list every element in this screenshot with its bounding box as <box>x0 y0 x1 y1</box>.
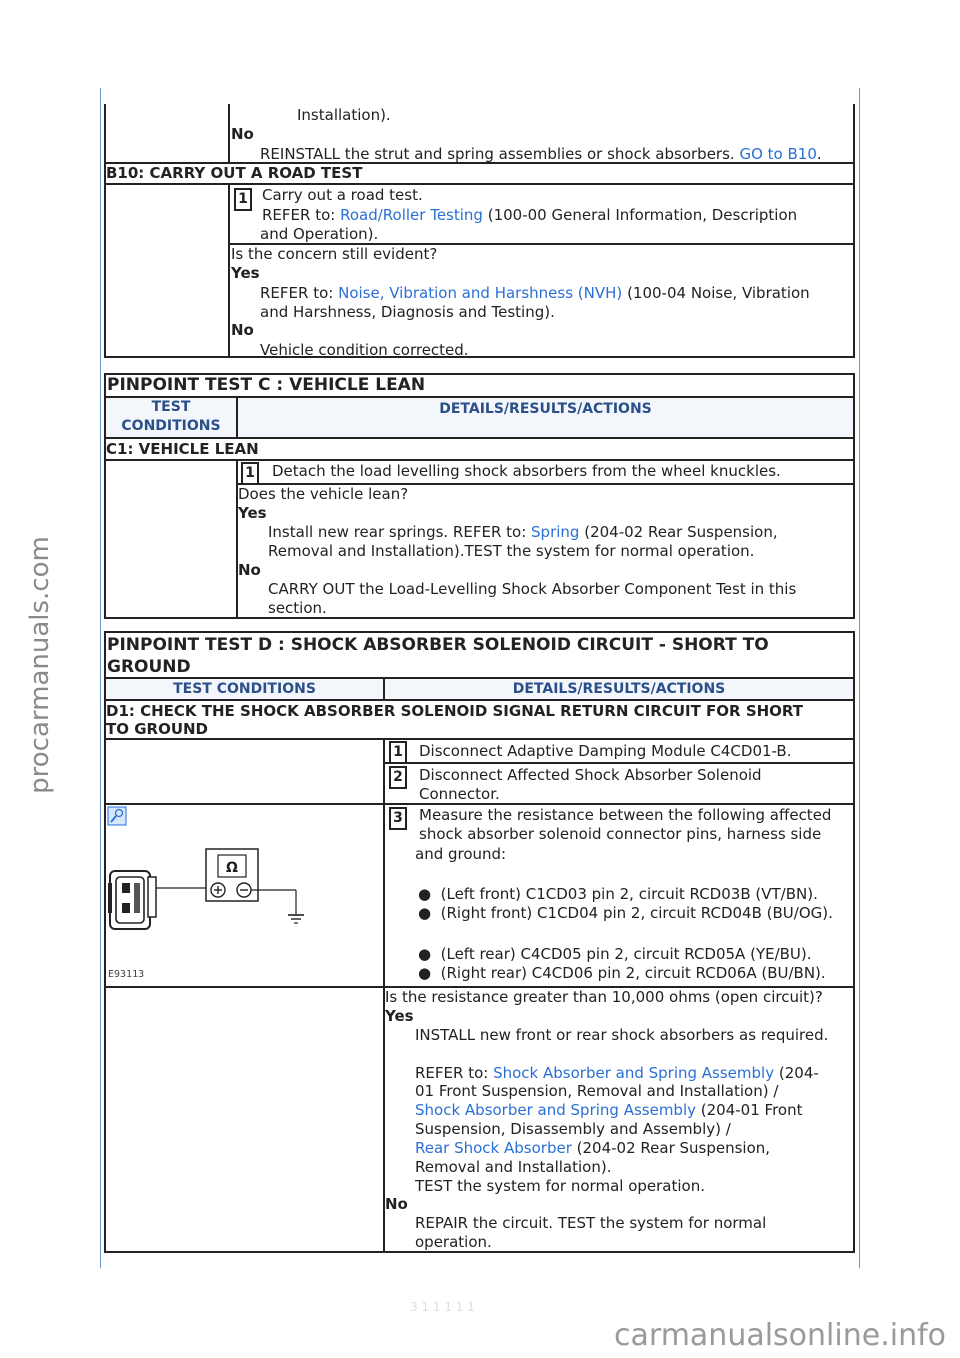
d1-question: Is the resistance greater than 10,000 ohms (open circuit)? <box>385 988 823 1006</box>
installation-text: Installation). <box>297 106 391 124</box>
b10-yes-refer <box>260 284 810 304</box>
refer-label: REFER to: <box>260 284 334 302</box>
d1-refer-line-d: Suspension, Disassembly and Assembly) / <box>415 1120 731 1138</box>
c1-step1-text: Detach the load levelling shock absorbers from the wheel knuckles. <box>272 462 781 480</box>
d1-step2-line1: Disconnect Affected Shock Absorber Solenoid <box>419 766 762 784</box>
d1-step2-line2: Connector. <box>419 785 500 803</box>
column-divider <box>228 183 230 357</box>
rear-shock-absorber-link[interactable]: Rear Shock Absorber <box>415 1139 572 1157</box>
d1-yes-line1: INSTALL new front or rear shock absorbers as required. <box>415 1026 829 1044</box>
b10-yes-line2: and Harshness, Diagnosis and Testing). <box>260 303 555 321</box>
d1-step3-line3: and ground: <box>415 845 507 863</box>
b10-title: B10: CARRY OUT A ROAD TEST <box>106 164 363 182</box>
figure-id: E93113 <box>108 969 145 980</box>
d1-step3-line1: Measure the resistance between the following affected <box>419 806 832 824</box>
d1-no-line1: REPAIR the circuit. TEST the system for normal <box>415 1214 767 1232</box>
side-watermark: procarmanuals.com <box>25 536 55 794</box>
b10-step1-line3: and Operation). <box>260 225 379 243</box>
header-line: CONDITIONS <box>121 418 221 434</box>
d1-title-line: TO GROUND <box>106 720 209 738</box>
no-result <box>260 145 822 165</box>
test-conditions-header <box>106 398 236 437</box>
details-header: DETAILS/RESULTS/ACTIONS <box>238 398 853 437</box>
step-number: 1 <box>389 741 407 764</box>
test-c-title: PINPOINT TEST C : VEHICLE LEAN <box>107 375 426 395</box>
bullet-dot: ● <box>418 945 441 963</box>
refer-label: REFER to: <box>262 206 336 224</box>
row-rule <box>104 459 855 461</box>
step-number: 2 <box>389 766 407 789</box>
d1-no-line2: operation. <box>415 1233 492 1251</box>
header-line: TEST <box>151 399 191 415</box>
d1-refer-line-b: 01 Front Suspension, Removal and Installation) / <box>415 1082 779 1100</box>
table-border-left <box>104 104 106 358</box>
b10-step1-line1: Carry out a road test. <box>262 186 423 204</box>
c1-no-line2: section. <box>268 599 327 617</box>
d1-step3-line2: shock absorber solenoid connector pins, harness side <box>419 825 822 843</box>
bullet-item <box>418 885 818 905</box>
d1-refer-line-c <box>415 1101 802 1121</box>
refer-rest: (204-01 Front <box>700 1101 803 1119</box>
details-header: DETAILS/RESULTS/ACTIONS <box>385 679 853 699</box>
b10-no-text: Vehicle condition corrected. <box>260 341 469 359</box>
bullet-dot: ● <box>418 904 441 922</box>
yes-text: Install new rear springs. REFER to: <box>268 523 527 541</box>
yes-text-rest: (204-02 Rear Suspension, <box>584 523 778 541</box>
c1-yes-line1 <box>268 523 778 543</box>
yes-label: Yes <box>238 504 267 522</box>
no-label: No <box>385 1195 408 1213</box>
row-rule <box>104 699 855 701</box>
d1-step1-text: Disconnect Adaptive Damping Module C4CD01-B. <box>419 742 792 760</box>
step-number: 1 <box>234 188 252 211</box>
c1-title: C1: VEHICLE LEAN <box>106 440 259 458</box>
d1-title-line: D1: CHECK THE SHOCK ABSORBER SOLENOID SIGNAL RETURN CIRCUIT FOR SHORT <box>106 702 804 720</box>
no-result-text: REINSTALL the strut and spring assemblies or shock absorbers. <box>260 145 735 163</box>
refer-rest: (204-02 Rear Suspension, <box>576 1139 771 1157</box>
refer-label: REFER to: <box>415 1064 489 1082</box>
page-frame-right <box>859 88 860 1268</box>
row-rule <box>104 356 855 358</box>
refer-rest: (100-00 General Information, Description <box>487 206 798 224</box>
c1-question: Does the vehicle lean? <box>238 485 409 503</box>
resistance-test-diagram <box>106 805 381 989</box>
no-label: No <box>238 561 261 579</box>
b10-question: Is the concern still evident? <box>231 245 438 263</box>
test-d-title <box>107 634 769 678</box>
go-to-b10-link[interactable]: GO to B10 <box>739 145 817 163</box>
step-number: 1 <box>241 462 259 485</box>
road-roller-testing-link[interactable]: Road/Roller Testing <box>340 206 483 224</box>
no-label: No <box>231 321 254 339</box>
bullet-item <box>418 904 833 924</box>
bullet-item <box>418 945 812 965</box>
no-label: No <box>231 125 254 143</box>
d1-refer-line-g: TEST the system for normal operation. <box>415 1177 705 1195</box>
b10-step1-refer <box>262 206 797 226</box>
yes-label: Yes <box>231 264 260 282</box>
test-conditions-header: TEST CONDITIONS <box>106 679 383 699</box>
d1-refer-line-e <box>415 1139 770 1159</box>
d1-title <box>106 702 803 738</box>
row-rule <box>383 762 855 764</box>
c1-no-line1: CARRY OUT the Load-Levelling Shock Absorber Component Test in this <box>268 580 797 598</box>
nvh-link[interactable]: Noise, Vibration and Harshness (NVH) <box>338 284 623 302</box>
bullet-text: (Left rear) C4CD05 pin 2, circuit RCD05A (YE/BU). <box>440 945 812 963</box>
bottom-watermark: carmanualsonline.info <box>614 1318 946 1353</box>
page-frame-left <box>100 88 101 1268</box>
d1-refer-line <box>415 1064 819 1084</box>
row-rule <box>104 738 855 740</box>
shock-absorber-spring-assembly-link-2[interactable]: Shock Absorber and Spring Assembly <box>415 1101 696 1119</box>
step-number: 3 <box>389 807 407 830</box>
period: . <box>816 145 822 163</box>
row-rule <box>104 437 855 439</box>
bullet-dot: ● <box>418 885 441 903</box>
column-divider <box>228 104 230 162</box>
refer-rest: (100-04 Noise, Vibration <box>627 284 810 302</box>
meter-symbol: Ω <box>226 860 238 876</box>
title-line: GROUND <box>107 657 191 677</box>
table-border-right <box>853 104 855 358</box>
spring-link[interactable]: Spring <box>531 523 580 541</box>
bullet-text: (Right front) C1CD04 pin 2, circuit RCD04B (BU/OG). <box>440 904 833 922</box>
c1-yes-line2: Removal and Installation).TEST the system for normal operation. <box>268 542 755 560</box>
d1-refer-line-f: Removal and Installation). <box>415 1158 612 1176</box>
bullet-text: (Left front) C1CD03 pin 2, circuit RCD03B (VT/BN). <box>440 885 818 903</box>
bullet-item <box>418 964 826 984</box>
bullet-text: (Right rear) C4CD06 pin 2, circuit RCD06A (BU/BN). <box>440 964 826 982</box>
title-line: PINPOINT TEST D : SHOCK ABSORBER SOLENOID CIRCUIT - SHORT TO <box>107 635 769 655</box>
bullet-dot: ● <box>418 964 441 982</box>
faint-footer: 3 1 1 1 1 1 <box>410 1300 475 1314</box>
shock-absorber-spring-assembly-link[interactable]: Shock Absorber and Spring Assembly <box>493 1064 775 1082</box>
yes-label: Yes <box>385 1007 414 1025</box>
wiring-figure <box>106 805 381 989</box>
refer-rest: (204- <box>778 1064 819 1082</box>
